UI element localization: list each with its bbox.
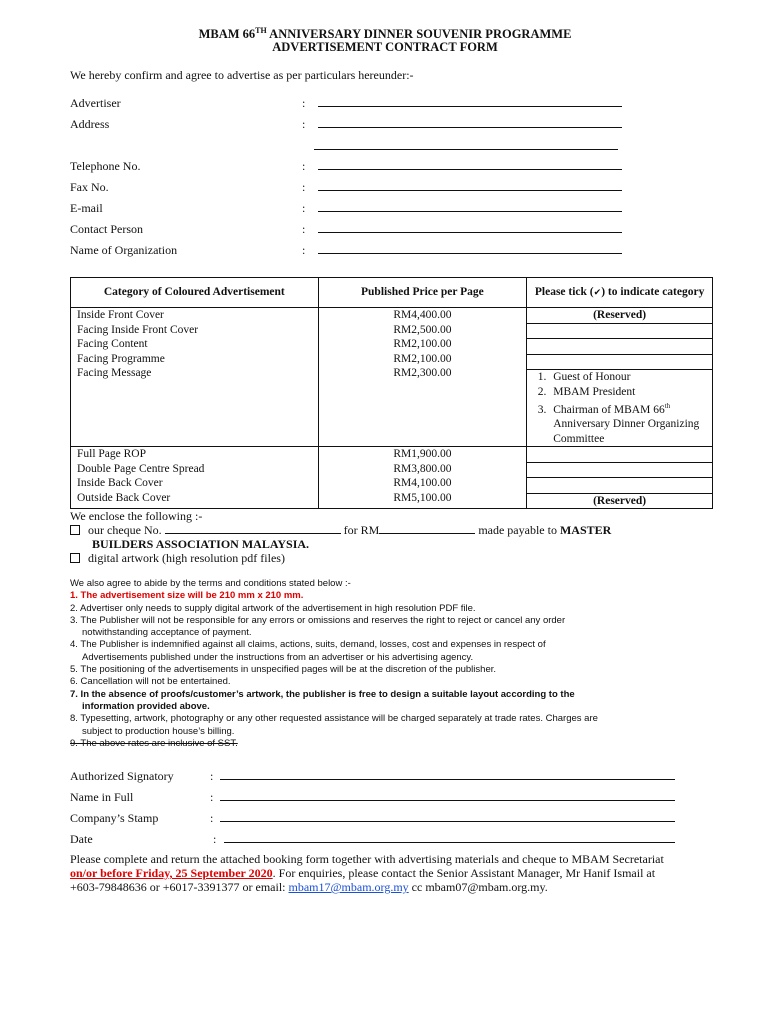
- date-field[interactable]: [224, 842, 675, 843]
- colon: :: [302, 96, 306, 110]
- terms-intro: We also agree to abide by the terms and conditions stated below :-: [70, 578, 351, 589]
- price-full-page-rop: RM1,900.00: [393, 448, 452, 461]
- tick-facing-message[interactable]: [527, 370, 712, 446]
- colon: :: [210, 790, 214, 804]
- tick-icon: ✔: [593, 287, 602, 298]
- option-mbam-president: 2. MBAM President: [549, 385, 706, 400]
- category-outside-back-cover: Outside Back Cover: [77, 491, 171, 504]
- cheque-number-field[interactable]: [165, 523, 341, 534]
- company-stamp-field[interactable]: [220, 821, 675, 822]
- cheque-checkbox[interactable]: [70, 525, 80, 535]
- email-field[interactable]: [318, 211, 622, 212]
- price-facing-programme: RM2,100.00: [393, 352, 452, 365]
- header-tick: Please tick (✔) to indicate category: [527, 278, 713, 308]
- tick-facing-content[interactable]: [527, 339, 712, 355]
- price-outside-back-cover: RM5,100.00: [393, 491, 452, 504]
- price-facing-inside-front-cover: RM2,500.00: [393, 323, 452, 336]
- term-2: 2. Advertiser only needs to supply digital artwork of the advertisement in high resolution PDF file.: [70, 602, 476, 614]
- category-facing-programme: Facing Programme: [77, 352, 165, 365]
- date-label: Date: [70, 832, 93, 846]
- colon: :: [210, 769, 214, 783]
- tick-full-page-rop[interactable]: [527, 447, 712, 463]
- form-title-line2: ADVERTISEMENT CONTRACT FORM: [272, 40, 498, 54]
- colon: :: [302, 159, 306, 173]
- authorized-signatory-field[interactable]: [220, 779, 675, 780]
- contact-person-label: Contact Person: [70, 222, 143, 236]
- term-9: 9. The above rates are inclusive of SST.: [70, 737, 238, 749]
- price-double-page-centre-spread: RM3,800.00: [393, 462, 452, 475]
- category-facing-content: Facing Content: [77, 338, 148, 350]
- option-guest-of-honour: 1. Guest of Honour: [549, 370, 706, 385]
- facing-message-options: [531, 370, 706, 446]
- colon: :: [302, 222, 306, 236]
- email-label: E-mail: [70, 201, 103, 215]
- header-price: Published Price per Page: [318, 278, 527, 308]
- authorized-signatory-label: Authorized Signatory: [70, 769, 174, 783]
- tick-facing-inside-front-cover[interactable]: [527, 324, 712, 340]
- tick-cell-group1: [527, 308, 713, 447]
- telephone-field[interactable]: [318, 169, 622, 170]
- cheque-line: our cheque No. for RM made payable to MASTER: [70, 523, 710, 537]
- term-3: 3. The Publisher will not be responsible for any errors or omissions and reserves the right to reject or cancel any order notwithstanding acceptance of payment.: [70, 614, 566, 639]
- email-link[interactable]: mbam17@mbam.org.my: [288, 880, 409, 894]
- price-facing-message: RM2,300.00: [393, 367, 452, 379]
- name-in-full-field[interactable]: [220, 800, 675, 801]
- category-cell-group2: [71, 447, 319, 509]
- name-in-full-label: Name in Full: [70, 790, 134, 804]
- colon: :: [302, 180, 306, 194]
- term-4: 4. The Publisher is indemnified against all claims, actions, suits, demand, losses, cost and expenses in respect of Advertisements published under the instructions from an advertiser or his advertising agency.: [70, 639, 546, 663]
- price-inside-back-cover: RM4,100.00: [393, 477, 452, 490]
- address-field-line2[interactable]: [314, 149, 618, 150]
- terms-section: [70, 578, 610, 750]
- tick-cell-group2: [527, 447, 713, 509]
- price-cell-group2: [318, 447, 527, 509]
- term-5: 5. The positioning of the advertisements in unspecified pages will be at the discretion of the publisher.: [70, 664, 497, 676]
- artwork-line: digital artwork (high resolution pdf files): [70, 551, 285, 565]
- artwork-checkbox[interactable]: [70, 553, 80, 563]
- tick-facing-programme[interactable]: [527, 355, 712, 371]
- footer-instructions: Please complete and return the attached booking form together with advertising materials and cheque to MBAM Secretariat on/or before Friday, 25 September 2020. For enquiries, please contact the Senior Assistant Manager, Mr Hanif Ismail at +603-79848636 or +6017-3391377 or email: mbam17@mbam.org.my cc mbam07@mbam.org.my.: [70, 852, 664, 894]
- category-double-page-centre-spread: Double Page Centre Spread: [77, 462, 205, 475]
- form-title-line1: MBAM 66TH ANNIVERSARY DINNER SOUVENIR PROGRAMME: [198, 26, 572, 42]
- telephone-label: Telephone No.: [70, 159, 141, 173]
- category-inside-back-cover: Inside Back Cover: [77, 477, 163, 490]
- advertiser-field[interactable]: [318, 106, 622, 107]
- organization-field[interactable]: [318, 253, 622, 254]
- organization-label: Name of Organization: [70, 243, 178, 257]
- term-6: 6. Cancellation will not be entertained.: [70, 676, 231, 688]
- cheque-amount-field[interactable]: [379, 523, 475, 534]
- address-field-line1[interactable]: [318, 127, 622, 128]
- price-cell-group1: [318, 308, 527, 447]
- colon: :: [213, 832, 217, 846]
- term-8: 8. Typesetting, artwork, photography or any other requested assistance will be charged separately at trade rates. Charges are subject to production house’s billing.: [70, 713, 598, 737]
- colon: :: [302, 201, 306, 215]
- fax-label: Fax No.: [70, 180, 109, 194]
- term-1: 1. The advertisement size will be 210 mm x 210 mm.: [70, 590, 304, 602]
- tick-double-page-centre-spread[interactable]: [527, 463, 712, 479]
- price-inside-front-cover: RM4,400.00: [393, 309, 452, 321]
- advertisement-table: [70, 277, 713, 509]
- term-7: 7. In the absence of proofs/customer’s artwork, the publisher is free to design a suitable layout according to the information provided above.: [70, 688, 575, 712]
- price-facing-content: RM2,100.00: [393, 338, 452, 350]
- address-label: Address: [70, 117, 110, 131]
- fax-field[interactable]: [318, 190, 622, 191]
- enclose-intro: We enclose the following :-: [70, 509, 203, 523]
- header-category: Category of Coloured Advertisement: [71, 278, 319, 308]
- colon: :: [210, 811, 214, 825]
- option-chairman: 3. Chairman of MBAM 66th Anniversary Dinner Organizing Committee: [549, 399, 706, 446]
- category-facing-inside-front-cover: Facing Inside Front Cover: [77, 323, 199, 336]
- colon: :: [302, 243, 306, 257]
- company-stamp-label: Company’s Stamp: [70, 811, 159, 825]
- advertiser-label: Advertiser: [70, 96, 121, 110]
- intro-text: We hereby confirm and agree to advertise as per particulars hereunder:-: [70, 68, 414, 82]
- payee-name-continued: BUILDERS ASSOCIATION MALAYSIA.: [92, 537, 310, 551]
- category-cell-group1: [71, 308, 319, 447]
- colon: :: [302, 117, 306, 131]
- payee-name: MASTER: [559, 523, 612, 537]
- tick-outside-back-cover[interactable]: (Reserved): [593, 494, 647, 507]
- category-full-page-rop: Full Page ROP: [77, 448, 147, 461]
- category-facing-message: Facing Message: [77, 367, 152, 379]
- tick-inside-front-cover[interactable]: (Reserved): [527, 308, 712, 324]
- deadline-text: on/or before Friday, 25 September 2020: [70, 866, 273, 880]
- contact-person-field[interactable]: [318, 232, 622, 233]
- category-inside-front-cover: Inside Front Cover: [77, 309, 164, 321]
- tick-inside-back-cover[interactable]: [527, 478, 712, 494]
